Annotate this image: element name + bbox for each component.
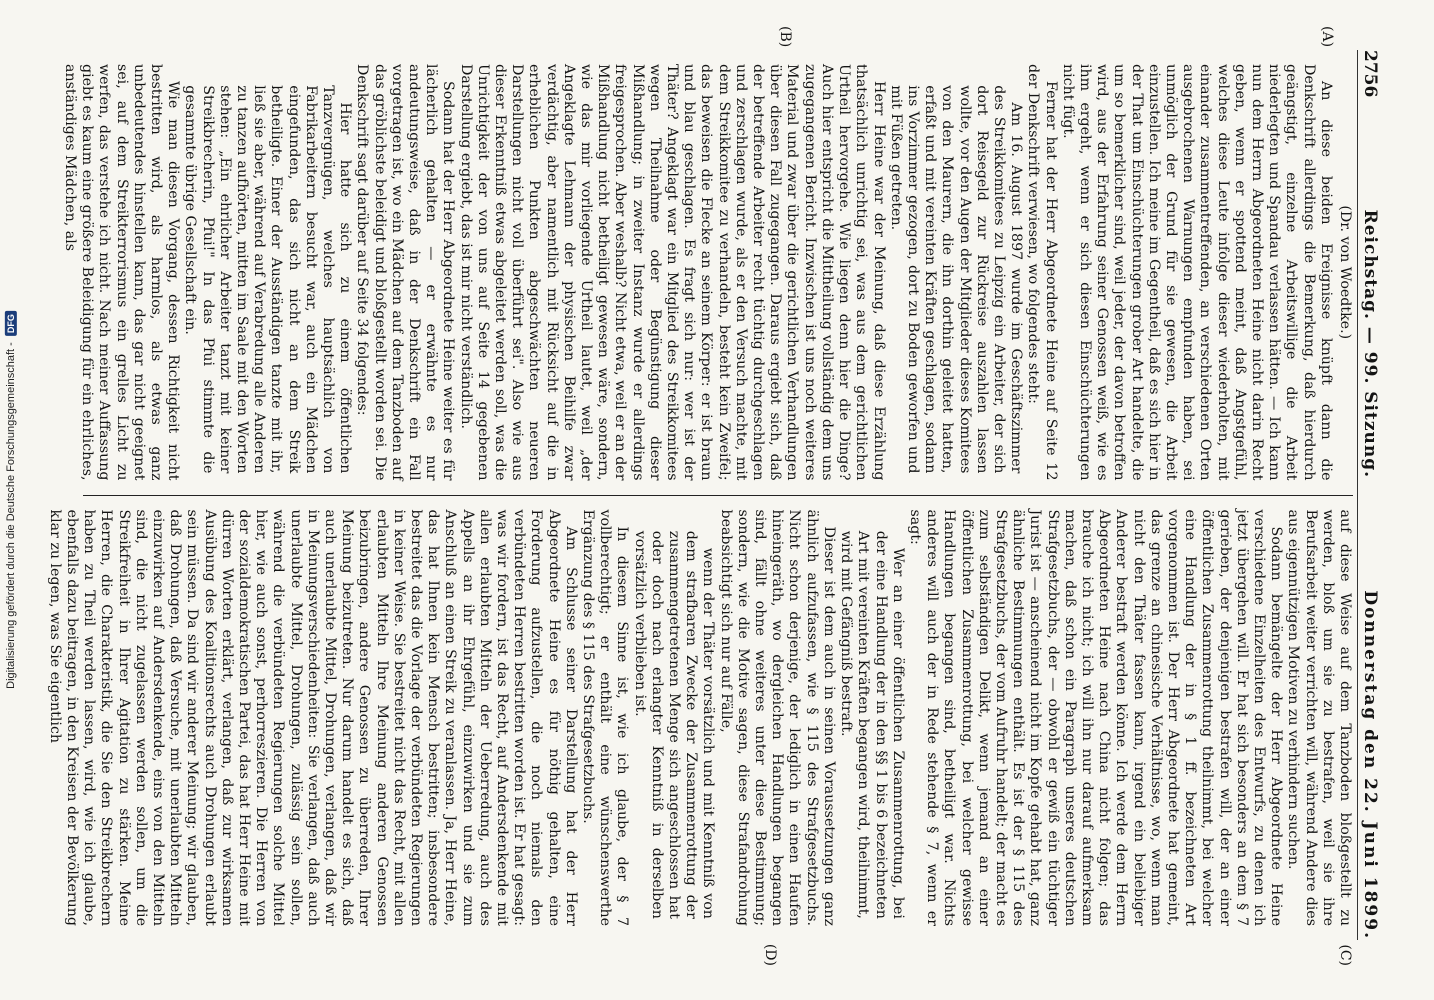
paragraph: Wie man diesen Vorgang, dessen Richtigkeit nicht bestritten wird, als harmlos, als etwas ganz unbedeutendes hinstellen kann, das gar nicht geeignet sei, auf dem Streikterrorismus ein grelles Licht zu werfen, das verstehe ich nicht. Nach meiner Auffassung giebt es kaum eine größere Beleidigung für ein ehrliches, anständiges Mädchen, als (61, 64, 182, 481)
paragraph: In diesem Sinne ist, wie ich glaube, der § 7 vollberechtigt; er enthält eine wünschenswerthe Ergänzung des § 115 des Strafgesetzbuchs. (580, 509, 631, 926)
paragraph: An diese beiden Ereignisse knüpft dann die Denkschrift allerdings die Bemerkung, daß hierdurch geängstigt, einzelne Arbeitswillige die Arbeit niederlegten und Spandau verlassen hätten. — Ich kann nun dem Herrn Abgeordneten Heine nicht darin Recht geben, wenn er spottend meint, daß Angstgefühl, welches diese Leute infolge dieser wiederholten, mit einander zusammentreffenden, an verschiedenen Orten ausgebrochenen Warnungen empfunden haben, sei unmöglich der Grund für sie gewesen, die Arbeit einzustellen. Ich meine im Gegentheil, daß es sich hier in der That um Einschüchterungen grober Art handelte, die um so bemerklicher sind, weil jeder, der davon betroffen wird, aus der Erfahrung seiner Genossen weiß, wie es ihm ergeht, wenn er sich diesen Einschüchterungen nicht fügt. (1059, 64, 1334, 481)
text-columns (46, 26, 1353, 966)
right-column (46, 496, 1353, 966)
paragraph: Dieser ist dem auch in seinen Voraussetzungen ganz ähnlich aufzufassen, wie § 115 des Strafgesetzbuchs. Nicht schon derjenige, der lediglich in einen Haufen hineingeräth, wo dergleichen Handlungen begangen sind, fällt ohne weiteres unter diese Bestimmung; sondern, wie die Motive sagen, diese Strafandrohung beabsichtigt sich nur auf Fälle, (717, 509, 837, 926)
paragraph: auf diese Weise auf dem Tanzboden bloßgestellt zu werden, bloß um sie zu bestrafen, weil sie ihre Berufsarbeit weiter verrichten will, während Andere dies aus eigennützigen Motiven zu verhindern suchen. (1285, 509, 1353, 926)
page-number: 2756 (1360, 50, 1380, 98)
dfg-logo: DFG (5, 311, 17, 336)
credit-text: Digitalisierung gefördert durch die Deutsche Forschungsgemeinschaft - (5, 342, 17, 689)
margin-marker-d: (D) (762, 943, 778, 966)
rotated-document-page (46, 26, 1380, 966)
margin-marker-b: (B) (777, 26, 793, 48)
session-title: Reichstag. — 99. Sitzung. (1360, 209, 1380, 479)
margin-marker-a: (A) (1319, 26, 1335, 48)
paragraph: Am Schlusse seiner Darstellung hat der Herr Abgeordnete Heine es für nöthig gehalten, eine Forderung aufzustellen, die noch niemals den verbündeten Herren bestritten worden ist. Er hat gesagt: was wir fordern, ist das Recht, auf Andersdenkende mit allen erlaubten Mitteln der Ueberredung, auch des Appells an ihr Ehrgefühl, einzuwirken und sie zum Anschluß an einen Streik zu veranlassen. Ja, Herr Heine, das hat Ihnen kein Mensch bestritten; insbesondere bestreitet das die Vorlage der verbündeten Regierungen in keiner Weise. Sie bestreitet nicht das Recht, mit allen erlaubten Mitteln Ihre Meinung anderen Genossen beizubringen, andere Genossen zu überreden, Ihrer Meinung beizutreten. Nur darum handelt es sich, daß auch unerlaubte Mittel, Drohungen, verlangen, daß wir in Meinungsverschiedenheiten: Sie verlangen, daß auch unerlaubte Mittel, Drohungen, zulässig sein sollen, während die verbündeten Regierungen solche Mittel hier, wie auch sonst, perhorreszieren. Die Herren von der sozialdemokratischen Partei, das hat Herr Heine mit dürren Worten erklärt, verlangen, daß zur wirksamen Ausübung des Koalitionsrechts auch Drohungen erlaubt sein müssen. Da sind wir anderer Meinung; wir glauben, daß Drohungen, daß Versuche, mit unerlaubten Mitteln einzuwirken auf Andersdenkende, eins von den Mitteln sind, die nicht zugelassen werden sollen, um die Streikfreiheit in Ihrer Agitation zu stärken. Meine Herren, die Charakteristik, die Sie den Streikbrechern haben zu Theil werden lassen, wird, wie ich glaube, ebenfalls dazu beitragen, in den Kreisen der Bevölkerung klar zu legen, was Sie eigentlich (46, 509, 579, 926)
left-column (61, 26, 1353, 496)
paragraph: Herr Heine war der Meinung, daß diese Erzählung thatsächlich unrichtig sei, was aus dem gerichtlichen Urtheil hervorgehe. Wie liegen denn hier die Dinge? Auch hier entspricht die Mittheilung vollständig dem uns zugegangenen Bericht. Inzwischen ist uns noch weiteres Material und zwar über die gerichtlichen Verhandlungen über diesen Fall zugegangen. Daraus ergiebt sich, daß der betreffende Arbeiter recht tüchtig durchgeschlagen und zerschlagen wurde, als er den Versuch machte, mit dem Streikkomitee zu verhandeln, besteht kein Zweifel; das beweisen die Flecke an seinem Körper: er ist braun und blau geschlagen. Es fragt sich nur: wer ist der Thäter? Angeklagt war ein Mitglied des Streikkomitees wegen Theilnahme oder Begünstigung dieser Mißhandlung; in zweiter Instanz wurde er allerdings freigesprochen. Aber weshalb? Nicht etwa, weil er an der Mißhandlung nicht betheiligt gewesen wäre, sondern, wie das mir vorliegende Urtheil lautet, weil „der Angeklagte Lehmann der physischen Beihilfe zwar verdächtig, aber namentlich mit Rücksicht auf die in erheblichen Punkten abgeschwächten neueren Darstellungen nicht voll überführt sei". Also wie aus dieser Erkenntniß etwas abgeleitet werden soll, was die Unrichtigkeit der von uns auf Seite 14 gegebenen Darstellung ergiebt, das ist mir nicht verständlich. (457, 64, 887, 481)
quoted-paragraph: wenn der Thäter vorsätzlich und mit Kenntniß von dem strafbaren Zwecke der Zusammenrottung der zusammengetretenen Menge sich angeschlossen hat oder doch nach erlangter Kenntniß in derselben vorsätzlich verblieben ist. (631, 530, 717, 919)
quoted-paragraph: Am 16. August 1897 wurde im Geschäftszimmer des Streikkomitees zu Leipzig ein Arbeiter, der sich dort Reisegeld zur Rückreise auszahlen lassen wollte, vor den Augen der Mitglieder dieses Komitees von den Maurern, die ihn dorthin geleitet hatten, erfaßt und mit vereinten Kräften geschlagen, sodann ins Vorzimmer gezogen, dort zu Boden geworfen und mit Füßen getreten. (887, 85, 1025, 474)
quoted-paragraph: Wer an einer öffentlichen Zusammenrottung, bei der eine Handlung der in den §§ 1 bis 6 bezeichneten Art mit vereinten Kräften begangen wird, theilnimmt, wird mit Gefängniß bestraft. (838, 530, 906, 919)
digitization-credit (0, 0, 22, 1000)
margin-marker-c: (C) (1337, 944, 1353, 966)
paragraph: Sodann hat der Herr Abgeordnete Heine weiter es für lächerlich gehalten — er erwähnte es nur andeutungsweise, daß in der Denkschrift ein Fall vorgetragen ist, wo ein Mädchen auf dem Tanzboden auf das gröblichste beleidigt und bloßgestellt worden sei. Die Denkschrift sagt darüber auf Seite 34 folgendes: (354, 64, 457, 481)
page-header (1357, 50, 1380, 940)
session-date: Donnerstag den 22. Juni 1899. (1360, 590, 1380, 940)
quoted-paragraph: Hier hatte sich zu einem öffentlichen Tanzvergnügen, welches hauptsächlich von Fabrikarbeitern besucht war, auch ein Mädchen eingefunden, das sich nicht an dem Streik betheiligte. Einer der Ausständigen tanzte mit ihr, ließ sie aber, während auf Verabredung alle Anderen zu tanzen aufhörten, mitten im Saale mit den Worten stehen: „Ein ehrlicher Arbeiter tanzt mit keiner Streikbrecherin, Pfui!" In das Pfui stimmte die gesammte übrige Gesellschaft ein. (182, 85, 354, 474)
paragraph: Sodann bemängelte der Herr Abgeordnete Heine verschiedene Einzelheiten des Entwurfs, zu denen ich jetzt übergehen will. Er hat sich besonders an dem § 7 gerieben, der denjenigen bestrafen will, der an einer öffentlichen Zusammenrottung theilnimmt, bei welcher eine Handlung der in § 1 ff. bezeichneten Art vorgenommen ist. Der Herr Abgeordnete hat gemeint, das grenze an chinesische Verhältnisse, wo, wenn man nicht den Thäter fassen kann, irgend ein beliebiger Anderer bestraft werden könne. Ich werde dem Herrn Abgeordneten Heine nach China nicht folgen; das brauche ich nicht; ich will ihn nur darauf aufmerksam machen, daß schon ein Paragraph unseres deutschen Strafgesetzbuchs, der — obwohl er gewiß ein tüchtiger Jurist ist — anscheinend nicht im Kopfe gehabt hat, ganz ähnliche Bestimmungen enthält. Es ist der § 115 des Strafgesetzbuchs, der vom Aufruhr handelt; der macht es zum selbständigen Delikt, wenn jemand an einer öffentlichen Zusammenrottung, bei welcher gewisse Handlungen begangen sind, betheiligt war. Nichts anderes will auch der in Rede stehende § 7, wenn er sagt: (906, 509, 1285, 926)
paragraph: Ferner hat der Herr Abgeordnete Heine auf Seite 12 der Denkschrift verwiesen, wo folgendes steht: (1025, 64, 1059, 481)
speaker-name: (Dr. von Woedtke.) (1337, 205, 1353, 340)
